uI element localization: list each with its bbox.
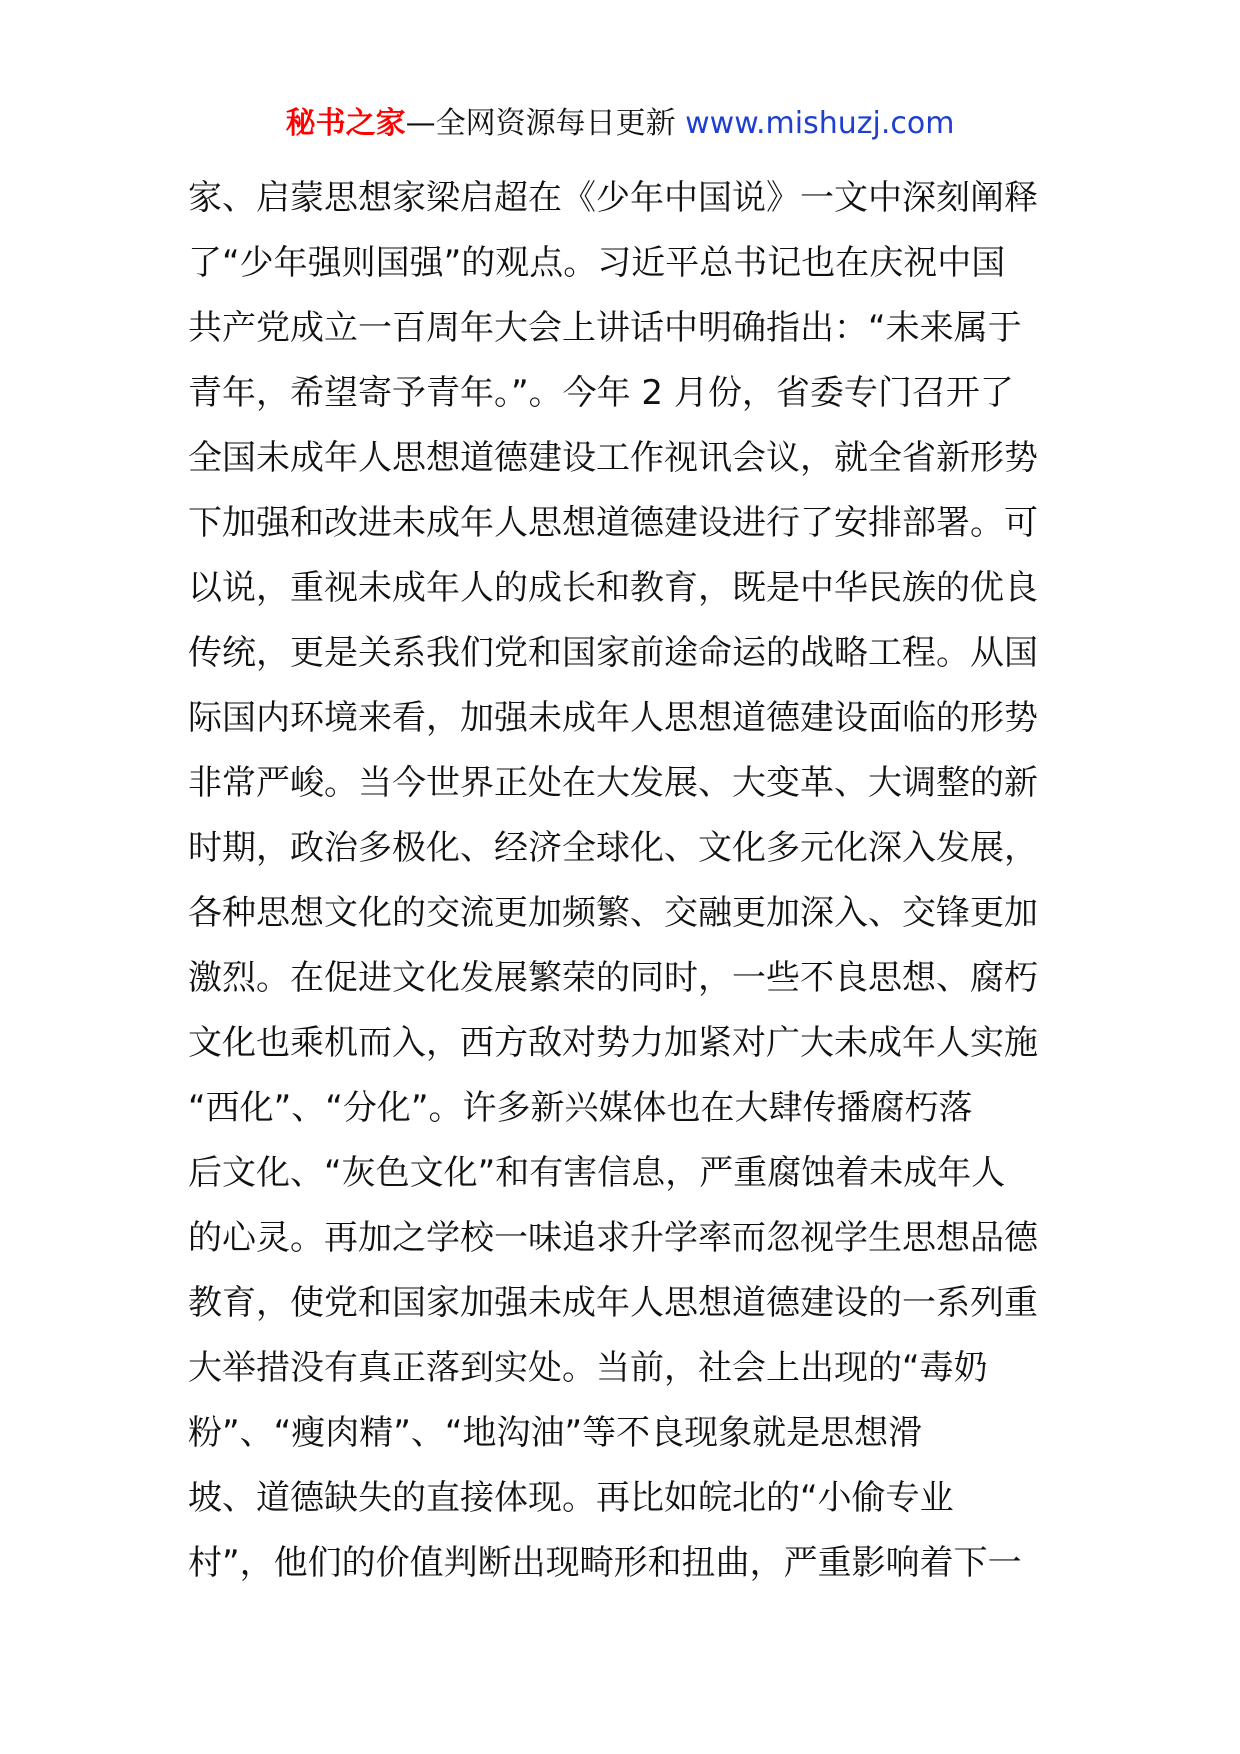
- text-line: 各种思想文化的交流更加频繁、交融更加深入、交锋更加: [188, 893, 1038, 933]
- text-line: 村”，他们的价值判断出现畸形和扭曲，严重影响着下一: [188, 1543, 1022, 1583]
- text-line: 青年，希望寄予青年。”。今年 2 月份，省委专门召开了: [188, 373, 1014, 413]
- text-line: 家、启蒙思想家梁启超在《少年中国说》一文中深刻阐释: [188, 178, 1038, 218]
- page-header: [0, 104, 1240, 144]
- text-line: 非常严峻。当今世界正处在大发展、大变革、大调整的新: [188, 763, 1038, 803]
- text-line: 传统，更是关系我们党和国家前途命运的战略工程。从国: [188, 633, 1038, 673]
- text-line: 坡、道德缺失的直接体现。再比如皖北的“小偷专业: [188, 1478, 954, 1518]
- text-line: 际国内环境来看，加强未成年人思想道德建设面临的形势: [188, 698, 1038, 738]
- body-text: [188, 166, 1068, 1596]
- text-line: 大举措没有真正落到实处。当前，社会上出现的“毒奶: [188, 1348, 988, 1388]
- text-line: 共产党成立一百周年大会上讲话中明确指出：“未来属于: [188, 308, 1022, 348]
- text-line: 全国未成年人思想道德建设工作视讯会议，就全省新形势: [188, 438, 1038, 478]
- text-line: “西化”、“分化”。许多新兴媒体也在大肆传播腐朽落: [188, 1088, 973, 1128]
- website-link[interactable]: www.mishuzj.com: [685, 106, 955, 141]
- text-line: 的心灵。再加之学校一味追求升学率而忽视学生思想品德: [188, 1218, 1038, 1258]
- text-line: 激烈。在促进文化发展繁荣的同时，一些不良思想、腐朽: [188, 958, 1038, 998]
- text-line: 以说，重视未成年人的成长和教育，既是中华民族的优良: [188, 568, 1038, 608]
- text-line: 粉”、“瘦肉精”、“地沟油”等不良现象就是思想滑: [188, 1413, 923, 1453]
- text-line: 了“少年强则国强”的观点。习近平总书记也在庆祝中国: [188, 243, 1006, 283]
- text-line: 下加强和改进未成年人思想道德建设进行了安排部署。可: [188, 503, 1038, 543]
- text-line: 文化也乘机而入，西方敌对势力加紧对广大未成年人实施: [188, 1023, 1038, 1063]
- brand-name: 秘书之家: [285, 106, 406, 141]
- header-tagline: —全网资源每日更新: [405, 106, 686, 141]
- text-line: 后文化、“灰色文化”和有害信息，严重腐蚀着未成年人: [188, 1153, 1006, 1193]
- text-line: 时期，政治多极化、经济全球化、文化多元化深入发展，: [188, 828, 1038, 868]
- text-line: 教育，使党和国家加强未成年人思想道德建设的一系列重: [188, 1283, 1038, 1323]
